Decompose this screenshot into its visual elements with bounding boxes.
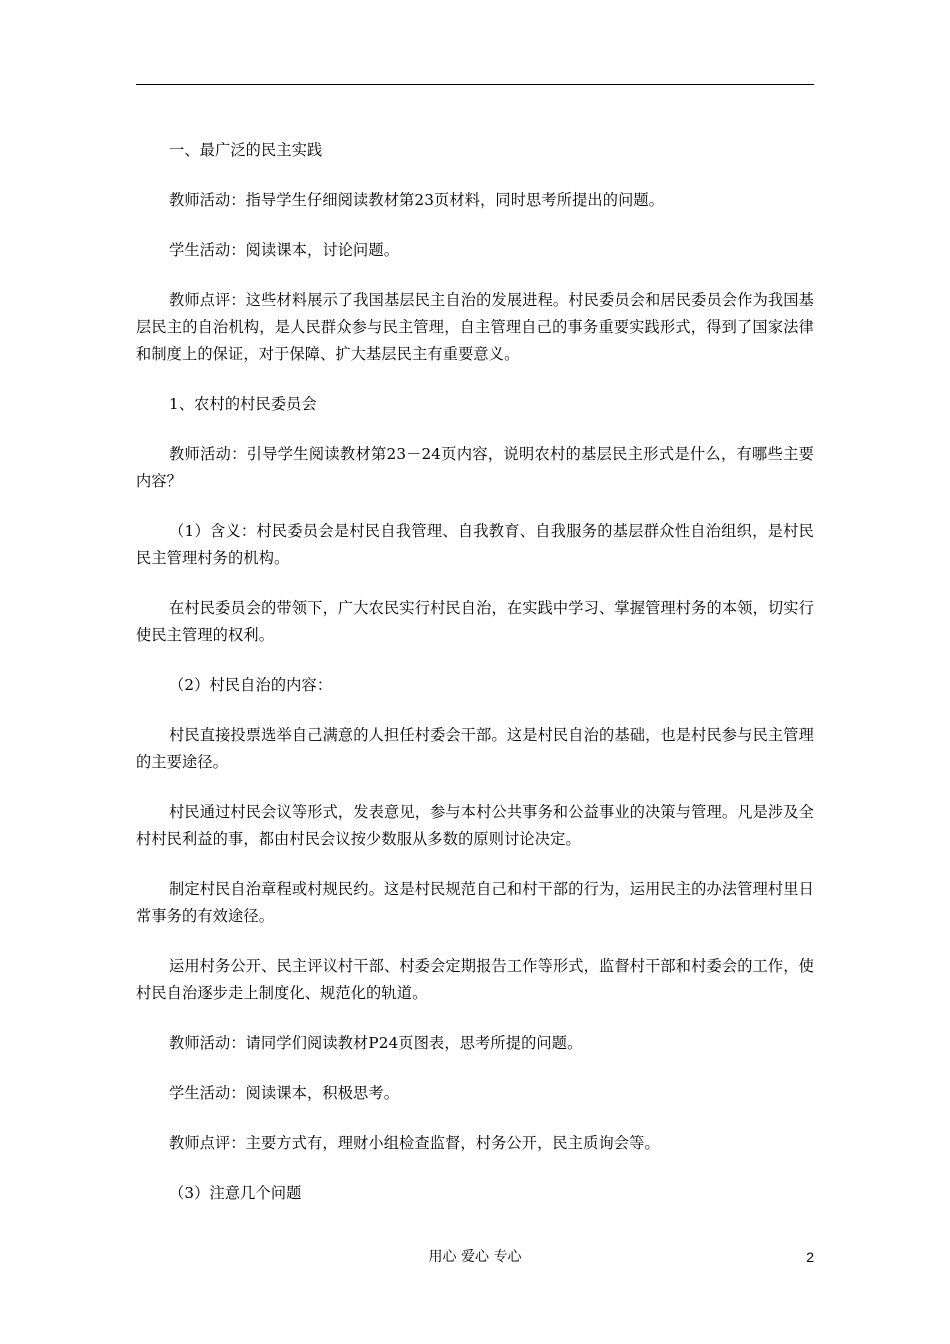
header-rule xyxy=(136,84,814,85)
paragraph: 教师点评：主要方式有，理财小组检查监督，村务公开，民主质询会等。 xyxy=(169,1134,660,1152)
paragraph: （1）含义：村民委员会是村民自我管理、自我教育、自我服务的基层群众性自治组织，是村民民主管理村务的机构。 xyxy=(136,522,814,567)
paragraph: 教师点评：这些材料展示了我国基层民主自治的发展进程。村民委员会和居民委员会作为我国基层民主的自治机构，是人民群众参与民主管理，自主管理自己的事务重要实践形式，得到了国家法律和制度上的保证，对于保障、扩大基层民主有重要意义。 xyxy=(136,291,814,363)
paragraph: 教师活动：引导学生阅读教材第23－24页内容，说明农村的基层民主形式是什么，有哪些主要内容？ xyxy=(136,445,814,490)
paragraph: 在村民委员会的带领下，广大农民实行村民自治，在实践中学习、掌握管理村务的本领，切实行使民主管理的权利。 xyxy=(136,599,814,644)
subsection-heading: 1、农村的村民委员会 xyxy=(169,395,317,413)
paragraph: 教师活动：指导学生仔细阅读教材第23页材料，同时思考所提出的问题。 xyxy=(169,191,665,209)
paragraph: 教师活动：请同学们阅读教材P24页图表，思考所提的问题。 xyxy=(169,1034,583,1052)
footer-slogan: 用心 爱心 专心 xyxy=(428,1249,522,1265)
paragraph: 运用村务公开、民主评议村干部、村委会定期报告工作等形式，监督村干部和村委会的工作，使村民自治逐步走上制度化、规范化的轨道。 xyxy=(136,957,814,1002)
paragraph: 学生活动：阅读课本，讨论问题。 xyxy=(169,241,400,259)
document-body xyxy=(136,137,814,1230)
paragraph: 制定村民自治章程或村规民约。这是村民规范自己和村干部的行为，运用民主的办法管理村里日常事务的有效途径。 xyxy=(136,880,814,925)
paragraph: 村民通过村民会议等形式，发表意见，参与本村公共事务和公益事业的决策与管理。凡是涉及全村村民利益的事，都由村民会议按少数服从多数的原则讨论决定。 xyxy=(136,803,814,848)
page-number: 2 xyxy=(806,1249,814,1265)
subsection-heading: （2）村民自治的内容： xyxy=(169,676,333,694)
subsection-heading: （3）注意几个问题 xyxy=(169,1184,302,1202)
paragraph: 学生活动：阅读课本，积极思考。 xyxy=(169,1084,400,1102)
paragraph: 村民直接投票选举自己满意的人担任村委会干部。这是村民自治的基础，也是村民参与民主管理的主要途径。 xyxy=(136,726,814,771)
section-heading: 一、最广泛的民主实践 xyxy=(169,141,323,159)
